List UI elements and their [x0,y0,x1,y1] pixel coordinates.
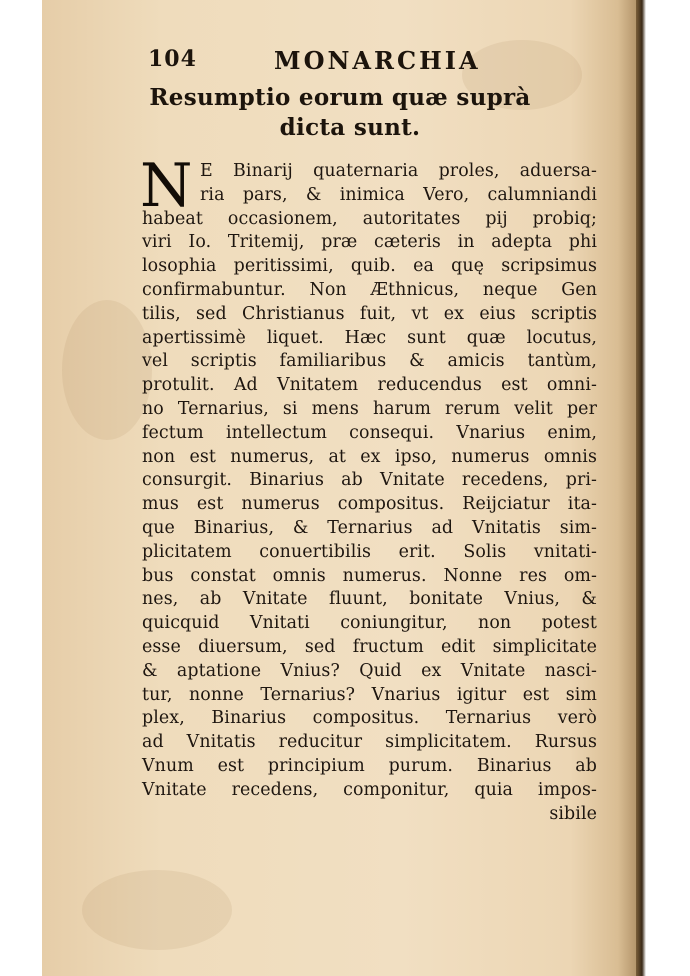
text-line: tur, nonne Ternarius? Vnarius igitur est sim [142,684,597,705]
text-line: Vnum est principium purum. Binarius ab [142,755,597,776]
page-header [42,46,642,76]
text-line: fectum intellectum consequi. Vnarius enim, [142,422,597,443]
body-text [140,151,597,826]
text-line: confirmabuntur. Non Æthnicus, neque Gen [142,279,597,300]
text-line: losophia peritissimi, quib. ea quę scripsimus [142,256,597,277]
drop-capital: N [140,151,193,221]
paper-stain [82,870,232,950]
text-line: que Binarius, & Ternarius ad Vnitatis sim- [142,517,597,538]
text-line: vel scriptis familiaribus & amicis tantùm, [142,351,597,372]
text-line: plicitatem conuertibilis erit. Solis vnitati- [142,541,597,562]
book-gutter [636,0,646,976]
text-line: E Binarij quaternaria proles, aduersa- [200,161,597,181]
running-head: MONARCHIA [274,46,481,75]
text-line: esse diuersum, sed fructum edit simplicitate [142,636,597,657]
text-line: quicquid Vnitati coniungitur, non potest [142,613,597,634]
text-line: nes, ab Vnitate fluunt, bonitate Vnius, & [142,589,597,610]
section-title-line-2: dicta sunt. [279,114,421,141]
text-line: tilis, sed Christianus fuit, vt ex eius scriptis [142,303,597,324]
section-title-line-1: Resumptio eorum quæ suprà [149,84,531,111]
text-line: consurgit. Binarius ab Vnitate recedens, pri- [142,470,597,491]
text-line: plex, Binarius compositus. Ternarius verò [142,708,597,729]
text-line: habeat occasionem, autoritates pij probiq; [142,208,597,229]
text-line: no Ternarius, si mens harum rerum velit per [142,398,597,419]
text-line: sibile [549,803,597,824]
paper-stain [62,300,152,440]
text-line: Vnitate recedens, componitur, quia impos- [142,779,597,800]
text-line: bus constat omnis numerus. Nonne res om- [142,565,597,586]
page-number: 104 [148,46,197,72]
text-line: ria pars, & inimica Vero, calumniandi [200,184,597,205]
text-line: non est numerus, at ex ipso, numerus omnis [142,446,597,467]
text-line: & aptatione Vnius? Quid ex Vnitate nasci- [142,660,597,681]
text-line: viri Io. Tritemij, præ cæteris in adepta phi [142,232,597,253]
text-line: mus est numerus compositus. Reijciatur ita- [142,494,597,515]
text-line: protulit. Ad Vnitatem reducendus est omni- [142,375,597,396]
text-line: apertissimè liquet. Hæc sunt quæ locutus, [142,327,597,348]
text-line: ad Vnitatis reducitur simplicitatem. Rursus [142,732,597,753]
book-page [42,0,642,976]
